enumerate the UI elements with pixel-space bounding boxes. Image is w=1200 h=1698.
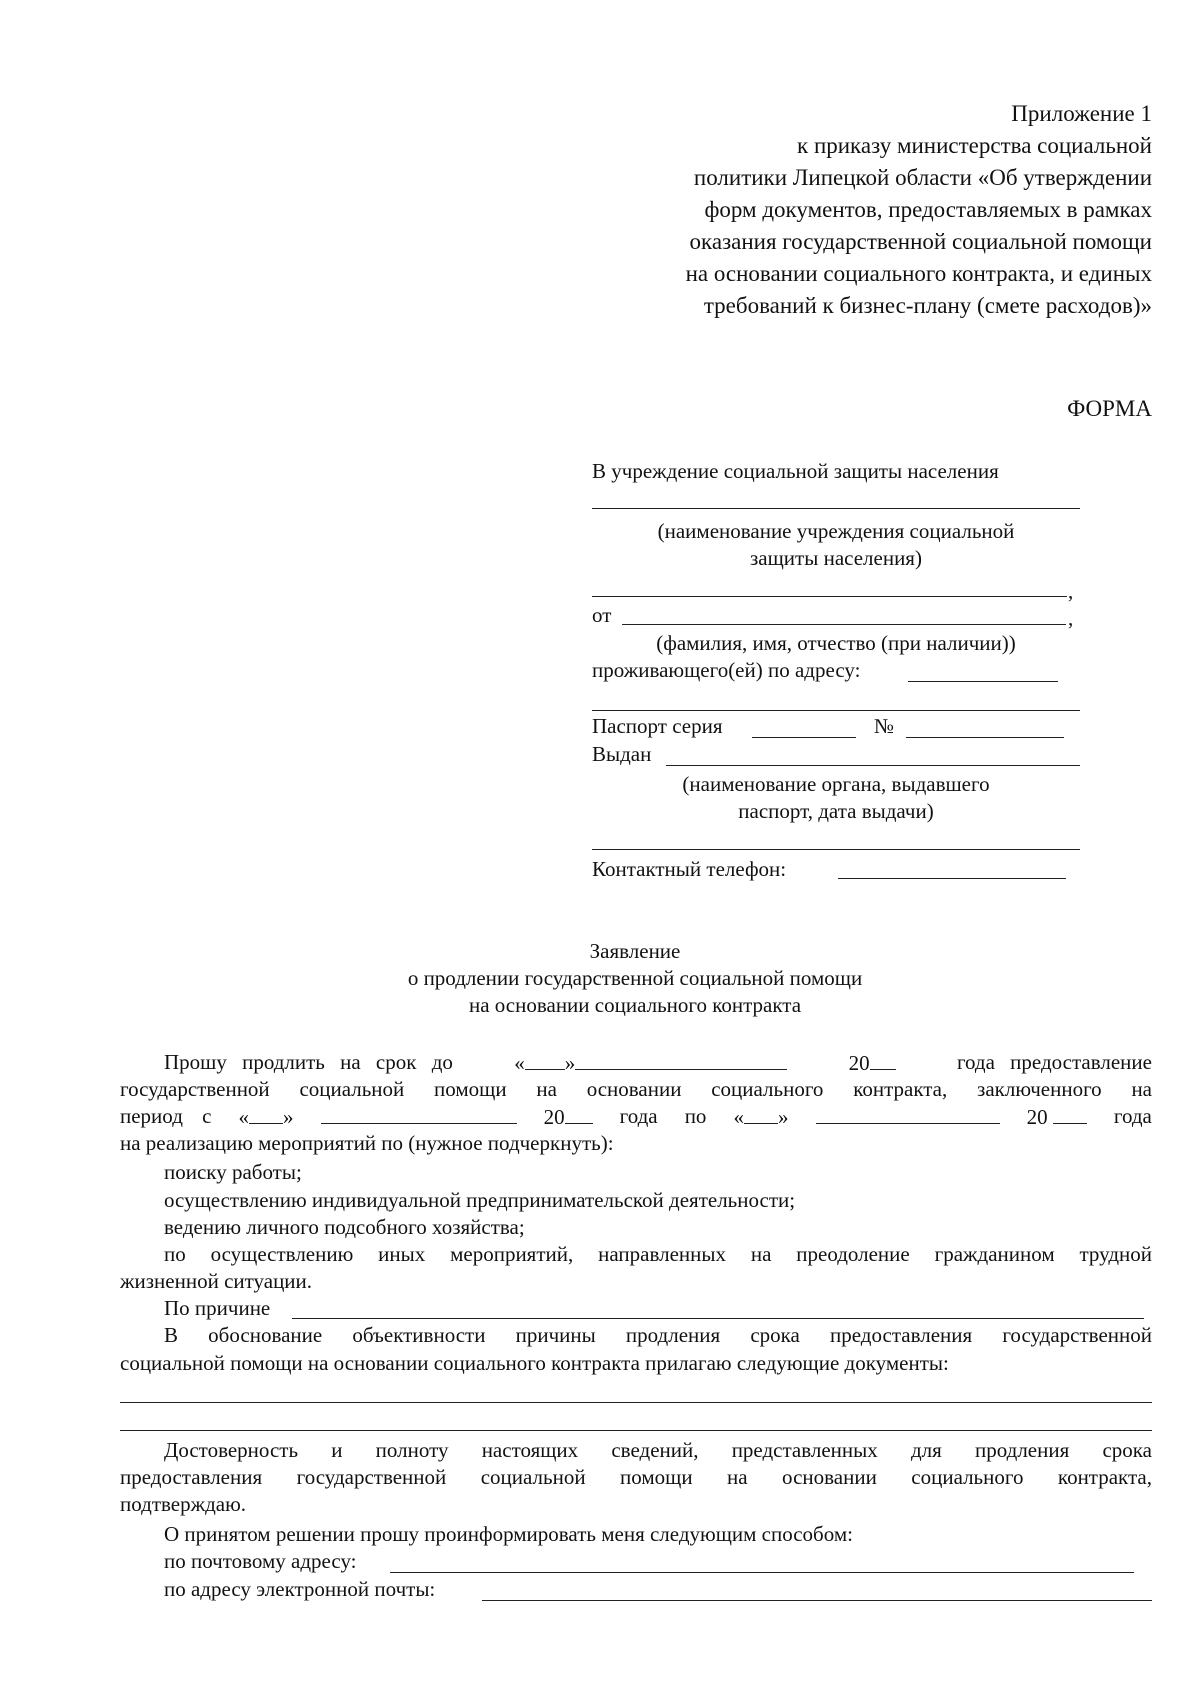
form-label: ФОРМА [1067,396,1152,421]
extend-year-field[interactable] [870,1049,896,1070]
extend-day-field[interactable] [525,1049,565,1070]
phone-field[interactable] [838,878,1066,879]
period-label: период с [120,1104,212,1128]
name-hint: (фамилия, имя, отчество (при наличии)) [656,631,1016,655]
appendix-header [552,98,1152,322]
measures-intro: на реализацию мероприятий по (нужное подчеркнуть): [120,1131,614,1155]
option-other-line-2: жизненной ситуации. [120,1269,313,1293]
option-household: ведению личного подсобного хозяйства; [164,1215,525,1239]
period-from-year-field[interactable] [565,1103,593,1124]
period-to-year: 20 [1027,1103,1087,1131]
documents-field-1[interactable] [120,1402,1152,1403]
passport-series-label: Паспорт серия [592,714,723,738]
year-word-2: года [1113,1104,1152,1128]
year-word-1: года [619,1104,658,1128]
docs-line-1: В обоснование объективности причины продления срока предоставления государственной [164,1323,1152,1347]
email-field[interactable] [482,1600,1152,1601]
option-entrepreneurship: осуществлению индивидуальной предпринимательской деятельности; [164,1188,796,1212]
reason-field[interactable] [292,1318,1144,1319]
to-institution-label: В учреждение социальной защиты населения [592,459,999,483]
request-intro: Прошу продлить на срок до [164,1050,453,1074]
appendix-line-6: на основании социального контракта, и единых [685,261,1152,286]
appendix-line-7: требований к бизнес-плану (смете расходов)» [703,293,1152,318]
extend-month-field[interactable] [575,1049,787,1070]
period-to-month-field[interactable] [816,1103,1000,1124]
period-to-day: « » [733,1105,789,1129]
request-line-2: государственной социальной помощи на основании социального контракта, заключенного на [120,1077,1152,1101]
from-label: от [592,603,612,627]
address-field[interactable] [908,681,1058,682]
email-label: по адресу электронной почты: [164,1577,436,1601]
statement-subtitle-2: на основании социального контракта [468,993,802,1017]
appendix-line-5: оказания государственной социальной помощи [689,229,1152,254]
comma-1: , [1068,579,1074,603]
passport-number-label: № [874,714,895,738]
statement-title: Заявление [589,939,681,963]
appendix-line-3: политики Липецкой области «Об утверждении [693,165,1152,190]
appendix-line-2: к приказу министерства социальной [797,133,1152,158]
notify-label: О принятом решении прошу проинформировать меня следующим способом: [164,1522,853,1546]
postal-label: по почтовому адресу: [164,1549,357,1573]
comma-2: , [1068,606,1074,630]
issuer-hint-1: (наименование органа, выдавшего [682,772,990,796]
period-to-year-field[interactable] [1053,1103,1087,1124]
institution-name-field[interactable] [592,508,1080,509]
period-from-month-field[interactable] [321,1103,517,1124]
issuer-hint-2: паспорт, дата выдачи) [738,799,934,823]
docs-line-2: социальной помощи на основании социального контракта прилагаю следующие документы: [120,1351,949,1375]
statement-subtitle-1: о продлении государственной социальной помощи [407,966,863,990]
option-job-search: поиску работы; [164,1160,302,1184]
period-from-year: 20 [544,1103,593,1131]
issued-by-field[interactable] [666,765,1080,766]
address-field-2[interactable] [592,710,1080,711]
passport-series-field[interactable] [752,737,856,738]
request-tail: года предоставление [956,1050,1152,1074]
period-from-day: « » [238,1105,294,1129]
appendix-line-1: Приложение 1 [1011,101,1152,126]
documents-field-2[interactable] [120,1430,1152,1431]
reason-label: По причине [164,1296,271,1320]
issued-by-field-2[interactable] [592,849,1080,850]
to-word: по [684,1104,707,1128]
institution-hint-1: (наименование учреждения социальной [657,519,1015,543]
appendix-line-4: форм документов, предоставляемых в рамках [704,197,1152,222]
extend-until-date: « » [514,1049,787,1077]
period-line [120,1103,1152,1131]
extend-year: 20 [849,1049,896,1077]
institution-name-field-2[interactable] [592,596,1067,597]
request-line-1 [164,1049,1152,1077]
applicant-name-field[interactable] [622,624,1066,625]
option-other-line-1: по осуществлению иных мероприятий, направленных на преодоление гражданином трудной [164,1242,1152,1266]
confirm-line-1: Достоверность и полноту настоящих сведений, представленных для продления срока [164,1438,1152,1462]
phone-label: Контактный телефон: [592,857,787,881]
address-label: проживающего(ей) по адресу: [592,658,861,682]
period-from-day-field[interactable] [249,1103,283,1124]
period-to-day-field[interactable] [744,1103,778,1124]
passport-number-field[interactable] [906,737,1064,738]
institution-hint-2: защиты населения) [750,546,922,570]
postal-address-field[interactable] [390,1572,1134,1573]
confirm-line-2: предоставления государственной социальной помощи на основании социального контракта, [120,1465,1152,1489]
issued-label: Выдан [592,742,652,766]
confirm-line-3: подтверждаю. [120,1492,247,1516]
